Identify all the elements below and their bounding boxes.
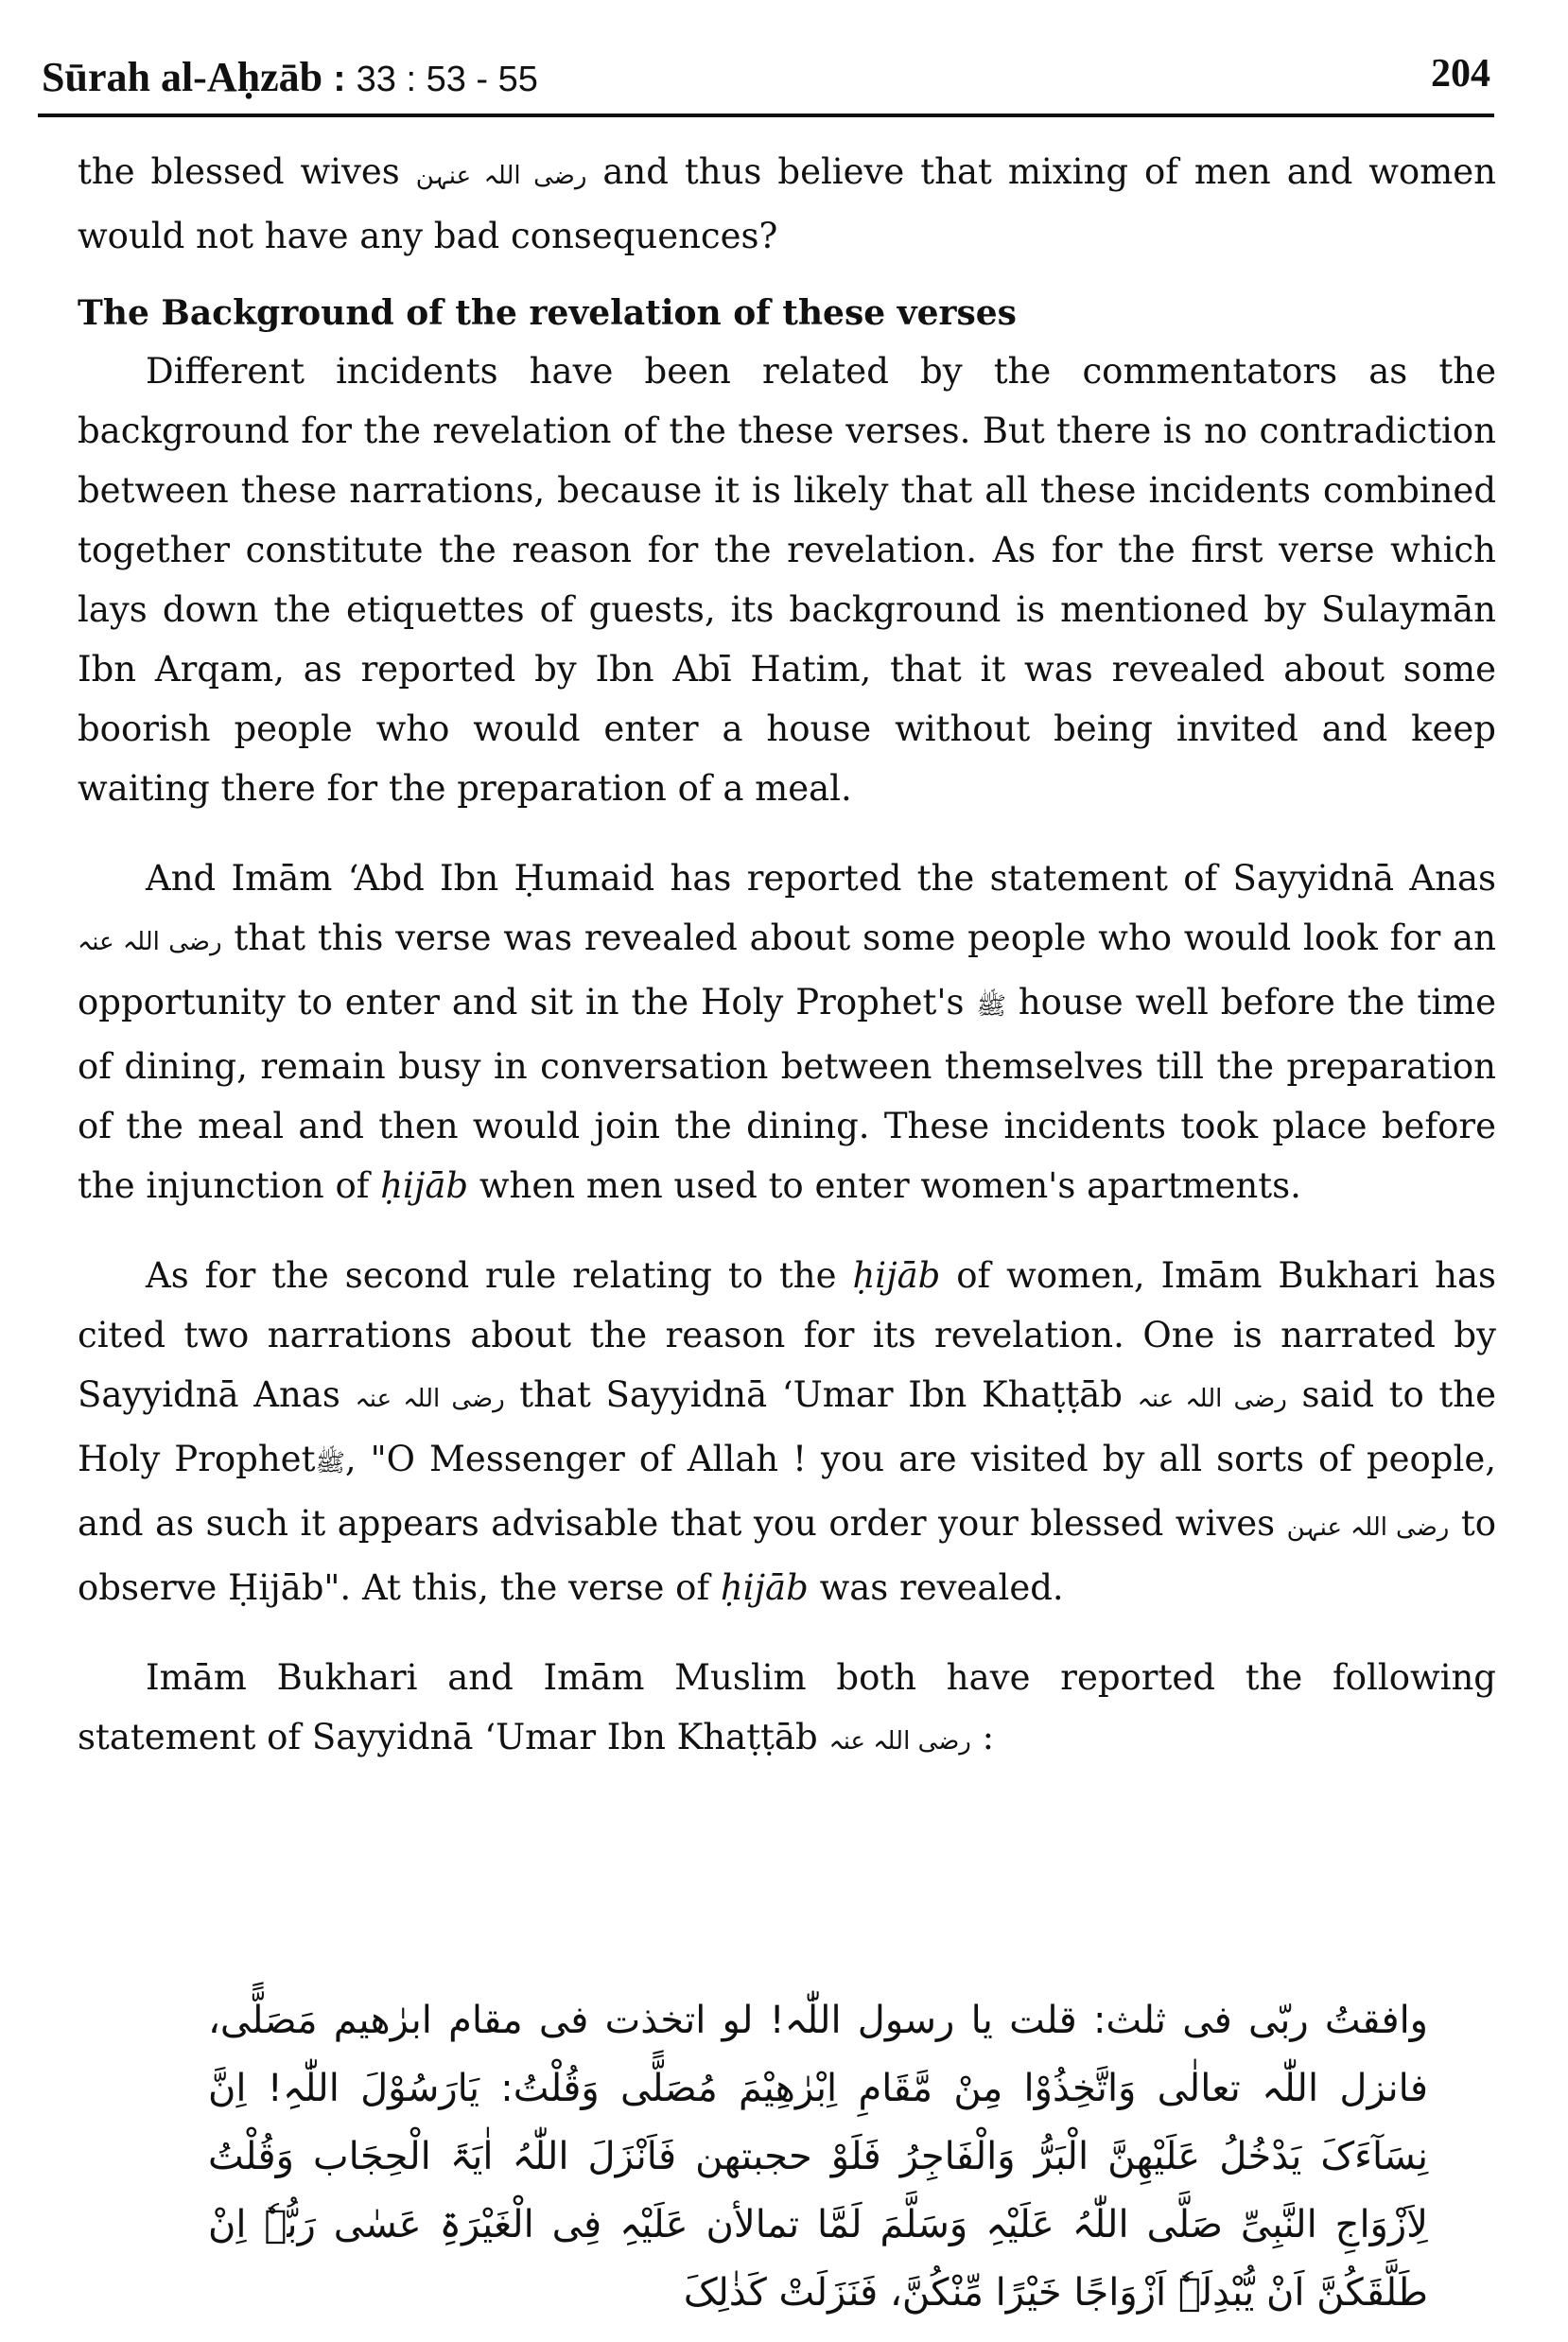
honorific: رضی اللہ عنہ bbox=[828, 1727, 971, 1756]
paragraph-background: Different incidents have been related by the commentators as the background for the revelation of the these verses. But there is no contradiction between these narrations, because it is likely that all these incidents combined together constitute the reason for the revelation. As for the first verse which lays down the etiquettes of guests, its background is mentioned by Sulaymān Ibn Arqam, as reported by Ibn Abī Hatim, that it was revealed about some boorish people who would enter a house without being invited and keep waiting there for the preparation of a meal. bbox=[78, 351, 1496, 809]
header-separator: : bbox=[322, 58, 357, 99]
honorific: ﷺ bbox=[315, 1449, 345, 1477]
honorific: ﷺ bbox=[976, 992, 1006, 1021]
honorific: رضی اللہ عنہن bbox=[1286, 1513, 1450, 1542]
surah-name: Sūrah al-Aḥzāb bbox=[42, 54, 323, 100]
italic-term: ḥijāb bbox=[380, 1165, 469, 1206]
honorific: رضی اللہ عنہن bbox=[415, 162, 587, 190]
italic-term: ḥijāb bbox=[852, 1255, 941, 1296]
honorific: رضی اللہ عنہ bbox=[1137, 1385, 1287, 1413]
paragraph-continuation bbox=[78, 142, 1496, 266]
text-run: the blessed wives bbox=[78, 151, 400, 192]
text-run: As for the second rule relating to the bbox=[146, 1255, 837, 1296]
running-header bbox=[38, 45, 1494, 117]
verse-reference: 33 : 53 - 55 bbox=[356, 60, 538, 99]
arabic-quotation: وافقتُ ربّی فی ثلث: قلت یا رسول اللّٰہ! لو اتخذت فی مقام ابرٰھیم مَصَلًّی، فانزل اللّٰہ تعالٰی وَاتَّخِذُوْا مِنْ مَّقَامِ اِبْرٰھِیْمَ مُصَلًّی وَقُلْتُ: یَارَسُوْلَ اللّٰہِ! اِنَّ نِسَآءَکَ یَدْخُلُ عَلَیْھِنَّ الْبَرُّ وَالْفَاجِرُ فَلَوْ حجبتھن فَاَنْزَلَ اللّٰہُ اٰیَۃَ الْحِجَاب وَقُلْتُ لِاَزْوَاجِ النَّبِیِّ صَلَّی اللّٰہُ عَلَیْہِ وَسَلَّمَ لَمَّا تمالأن عَلَیْہِ فِی الْغَیْرَۃِ عَسٰی رَبُّہٗ اِنْ طَلَّقَکُنَّ اَنْ یُّبْدِلَہٗ اَزْوَاجًا خَیْرًا مِّنْکُنَّ، فَنَزَلَتْ کَذٰلِکَ bbox=[208, 1999, 1428, 2315]
text-run: to observe Ḥijāb". At this, the verse of bbox=[78, 1503, 1496, 1608]
text-run: And Imām ‘Abd Ibn Ḥumaid has reported the statement of Sayyidnā Anas bbox=[146, 858, 1496, 899]
honorific: رضی اللہ عنہ bbox=[355, 1385, 505, 1413]
text-run: was revealed. bbox=[819, 1567, 1064, 1608]
text-run: house well before the time of dining, remain busy in conversation between themselves till the preparation of the meal and then would join the dining. These incidents took place before the injunction of bbox=[78, 982, 1497, 1206]
text-run: Imām Bukhari and Imām Muslim both have reported the following statement of Sayyidnā ‘Umar Ibn Khaṭṭāb bbox=[78, 1657, 1496, 1757]
text-run: that this verse was revealed about some people who would look for an opportunity to enter and sit in the Holy Prophet's bbox=[78, 918, 1496, 1022]
text-run: , "O Messenger of Allah ! you are visited by all sorts of people, and as such it appears advisable that you order your blessed wives bbox=[78, 1439, 1496, 1544]
paragraph-bukhari-muslim bbox=[78, 1648, 1496, 1772]
text-run: : bbox=[982, 1717, 995, 1757]
page-number: 204 bbox=[1431, 52, 1490, 96]
header-title bbox=[42, 53, 538, 101]
text-run: that Sayyidnā ‘Umar Ibn Khaṭṭāb bbox=[519, 1374, 1123, 1415]
text-run: and thus believe that mixing of men and women would not have any bad consequences? bbox=[78, 151, 1496, 256]
paragraph-abd-ibn-humaid bbox=[78, 848, 1496, 1215]
italic-term: ḥijāb bbox=[720, 1567, 809, 1608]
text-run: when men used to enter women's apartments. bbox=[479, 1165, 1301, 1206]
text-run: said to the Holy Prophet bbox=[78, 1374, 1497, 1479]
section-heading: The Background of the revelation of these verses bbox=[78, 293, 1017, 333]
text-run: of women, Imām Bukhari has cited two narrations about the reason for its revelation. One is narrated by Sayyidnā Anas bbox=[78, 1255, 1497, 1415]
honorific: رضی اللہ عنہ bbox=[78, 928, 222, 956]
paragraph-second-rule bbox=[78, 1246, 1496, 1617]
page-body bbox=[78, 142, 1496, 1775]
